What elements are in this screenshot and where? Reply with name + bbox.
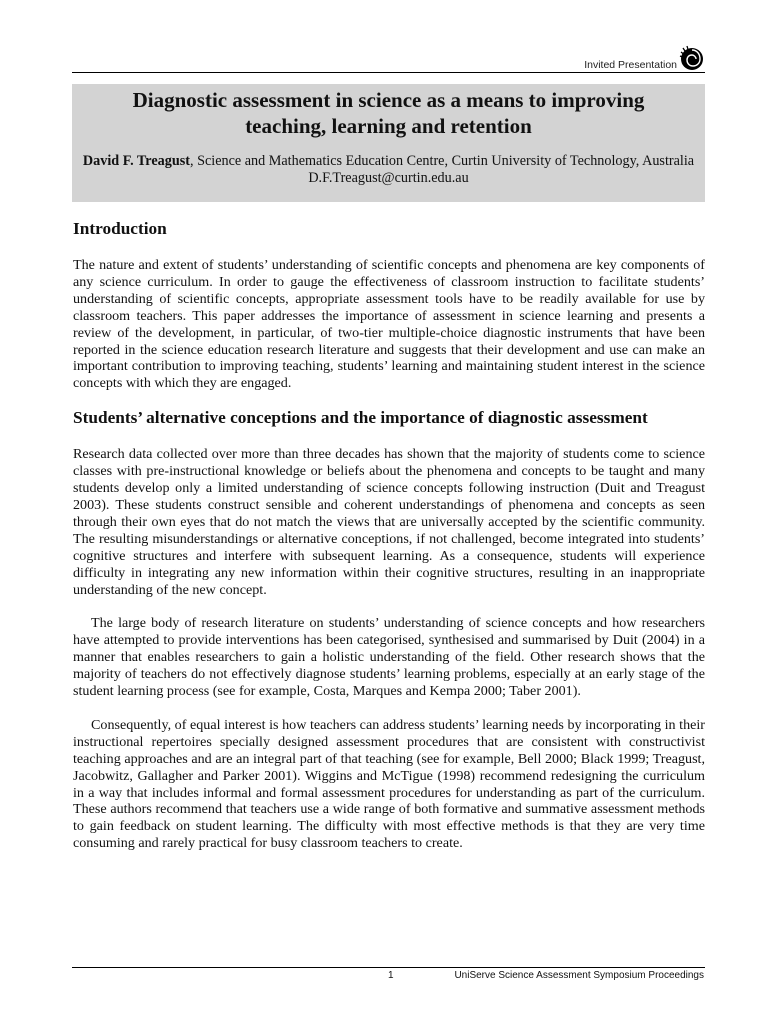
paper-body (73, 218, 705, 852)
section-heading: Students’ alternative conceptions and the importance of diagnostic assessment (73, 408, 648, 428)
header-rule (72, 72, 705, 73)
title-block (72, 84, 705, 202)
body-paragraph: Consequently, of equal interest is how teachers can address students’ learning needs by incorporating in their instructional repertoires specially designed assessment procedures that are consistent with constructivist teaching approaches and are an integral part of that teaching (see for example, Bell 2000; Black 1999; Treagust, Jacobwitz, Gallagher and Parker 2001). Wiggins and McTigue (1998) recommend redesigning the curriculum in a way that includes informal and formal assessment procedures for understanding as part of the curriculum. These authors recommend that teachers use a wide range of both formative and summative assessment methods to gain feedback on student learning. The difficulty with most effective methods is that they are very time consuming and rarely practical for busy classroom teachers to create. (73, 716, 705, 852)
page-number: 1 (388, 970, 394, 981)
proceedings-label: UniServe Science Assessment Symposium Proceedings (454, 970, 704, 981)
author-name: David F. Treagust (82, 153, 190, 169)
nautilus-shell-logo-icon (678, 44, 704, 72)
author-affiliation: , Science and Mathematics Education Centre, Curtin University of Technology, Australia (189, 153, 695, 169)
footer-rule (72, 967, 705, 968)
author-line (72, 153, 705, 170)
introduction-heading: Introduction (73, 219, 167, 238)
author-email[interactable]: D.F.Treagust@curtin.edu.au (308, 170, 469, 186)
body-paragraph: The large body of research literature on students’ understanding of science concepts and how researchers have attempted to provide interventions has been categorised, synthesised and summarised by Duit (2004) in a manner that enables researchers to gain a holistic understanding of the field. Other research shows that the majority of teachers do not effectively diagnose students’ learning problems, especially at an early stage of the student learning process (see for example, Costa, Marques and Kempa 2000; Taber 2001). (73, 615, 705, 700)
paper-title: Diagnostic assessment in science as a means to improving teaching, learning and retention (132, 88, 645, 138)
header-label: Invited Presentation (584, 59, 677, 71)
body-paragraph: Research data collected over more than three decades has shown that the majority of students come to science classes with pre-instructional knowledge or beliefs about the phenomena and concepts to be taught and many students develop only a limited understanding of science concepts following instruction (Duit and Treagust 2003). These students construct sensible and coherent understandings of phenomena and concepts as seen through their own eyes that do not match the views that are universally accepted by the scientific community. The resulting misunderstandings or alternative conceptions, if not challenged, become integrated into students’ cognitive structures and interfere with subsequent learning. As a consequence, students will experience difficulty in integrating any new information within their cognitive structures, resulting in an inappropriate understanding of the new concept. (73, 446, 705, 598)
introduction-paragraph: The nature and extent of students’ understanding of scientific concepts and phenomena are key components of any science curriculum. In order to gauge the effectiveness of classroom instruction to facilitate students’ understanding of scientific concepts, appropriate assessment tools have to be readily available for use by classroom teachers. This paper addresses the importance of assessment in science learning and presents a review of the development, in particular, of two-tier multiple-choice diagnostic instruments that have been reported in the science education research literature and suggests that their development and use can make an important contribution to improving teaching, students’ learning and maintaining student interest in the science concepts with which they are engaged. (73, 257, 705, 392)
